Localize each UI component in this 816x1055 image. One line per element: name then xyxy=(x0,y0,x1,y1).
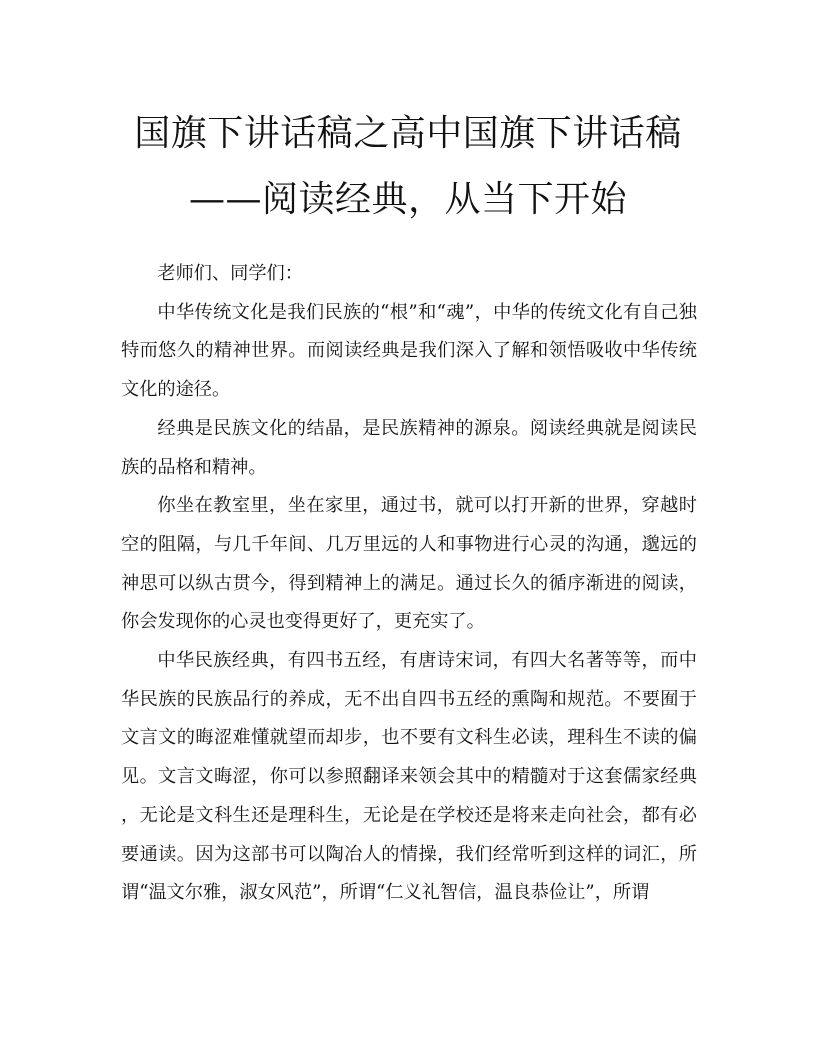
salutation: 老师们、同学们： xyxy=(157,263,303,284)
paragraph-3: 你坐在教室里，坐在家里，通过书，就可以打开新的世界，穿越时空的阻隔，与几千年间、几万里远的人和事物进行心灵的沟通，邈远的神思可以纵古贯今，得到精神上的满足。通过长久的循序渐进的阅读，你会发现你的心灵也变得更好了，更充实了。 xyxy=(121,495,697,633)
paragraph-1: 中华传统文化是我们民族的“根”和“魂”，中华的传统文化有自己独特而悠久的精神世界。而阅读经典是我们深入了解和领悟吸收中华传统文化的途径。 xyxy=(121,301,697,401)
paragraph-4: 中华民族经典，有四书五经，有唐诗宋词，有四大名著等等，而中华民族的民族品行的养成，无不出自四书五经的熏陶和规范。不要囿于文言文的晦涩难懂就望而却步，也不要有文科生必读，理科生不读的偏见。文言文晦涩，你可以参照翻译来领会其中的精髓对于这套儒家经典，无论是文科生还是理科生，无论是在学校还是将来走向社会，都有必要通读。因为这部书可以陶冶人的情操，我们经常听到这样的词汇，所谓“温文尔雅，淑女风范”，所谓“仁义礼智信，温良恭俭让”，所谓 xyxy=(121,650,697,904)
paragraph-2: 经典是民族文化的结晶，是民族精神的源泉。阅读经典就是阅读民族的品格和精神。 xyxy=(121,417,697,478)
document-body xyxy=(121,255,697,913)
title-line-1: 国旗下讲话稿之高中国旗下讲话稿 xyxy=(134,113,682,154)
title-line-2: ——阅读经典，从当下开始 xyxy=(188,179,627,220)
